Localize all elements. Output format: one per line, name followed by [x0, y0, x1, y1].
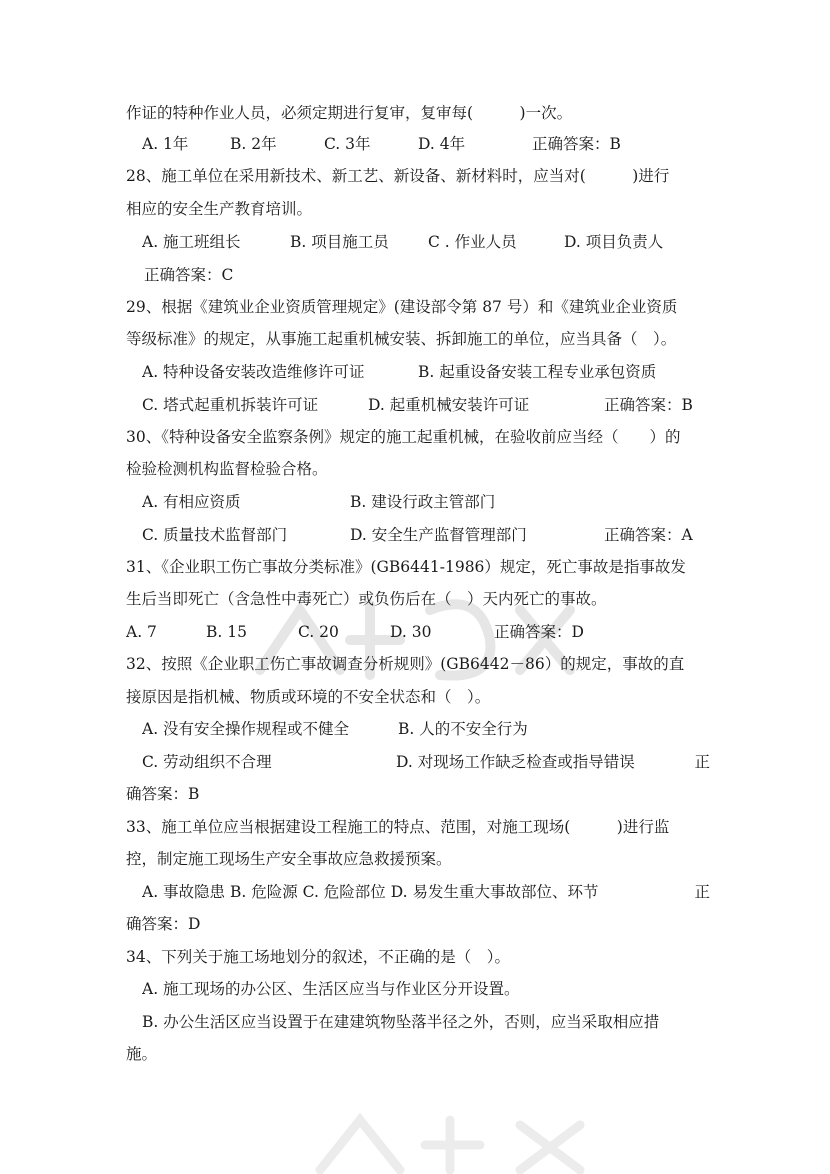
q32-option-c: C. 劳动组织不合理 — [142, 753, 272, 771]
q32-answer-part2: 确答案：B — [126, 785, 200, 803]
q33-stem-line1: 33、施工单位应当根据建设工程施工的特点、范围，对施工现场( )进行监 — [126, 818, 670, 836]
q34-stem: 34、下列关于施工场地划分的叙述，不正确的是（ ）。 — [126, 948, 510, 966]
q29-answer: 正确答案：B — [604, 396, 693, 414]
q29-options-row2 — [142, 392, 710, 418]
q28-option-a: A. 施工班组长 — [142, 233, 241, 251]
q30-stem-line1: 30、《特种设备安全监察条例》规定的施工起重机械，在验收前应当经（ ）的 — [126, 428, 681, 446]
q32-option-d: D. 对现场工作缺乏检查或指导错误 — [396, 753, 635, 771]
q31-option-c: C. 20 — [298, 623, 339, 641]
q30-stem-line2: 检验检测机构监督检验合格。 — [126, 460, 328, 478]
q32-stem-line2: 接原因是指机械、物质或环境的不安全状态和（ ）。 — [126, 688, 491, 706]
q33-answer-part1: 正 — [694, 883, 710, 901]
q29-option-a: A. 特种设备安装改造维修许可证 — [142, 363, 365, 381]
q33-answer-part2: 确答案：D — [126, 915, 201, 933]
q28-options — [142, 229, 710, 255]
q27-option-c: C. 3年 — [324, 135, 371, 153]
q27-option-a: A. 1年 — [142, 135, 189, 153]
q34-option-b-line2: 施。 — [126, 1045, 158, 1063]
q31-answer: 正确答案：D — [494, 623, 584, 641]
q32-options-row1 — [142, 716, 710, 742]
q32-option-b: B. 人的不安全行为 — [398, 720, 528, 738]
q34-option-a: A. 施工现场的办公区、生活区应当与作业区分开设置。 — [142, 980, 520, 998]
q28-answer: 正确答案：C — [144, 266, 234, 284]
q34-option-b-line1: B. 办公生活区应当设置于在建建筑物坠落半径之外，否则，应当采取相应措 — [142, 1013, 660, 1031]
q28-option-c: C . 作业人员 — [428, 233, 517, 251]
q30-answer: 正确答案：A — [604, 526, 693, 544]
q29-stem-line1: 29、根据《建筑业企业资质管理规定》(建设部令第 87 号）和《建筑业企业资质 — [126, 298, 678, 316]
q31-option-b: B. 15 — [206, 623, 247, 641]
q31-option-a: A. 7 — [126, 623, 157, 641]
q29-options-row1 — [142, 359, 710, 385]
q28-option-d: D. 项目负责人 — [564, 233, 664, 251]
q30-options-row2 — [142, 522, 710, 548]
q32-answer-part1: 正 — [694, 753, 710, 771]
q29-stem-line2: 等级标准》的规定，从事施工起重机械安装、拆卸施工的单位，应当具备（ ）。 — [126, 330, 677, 348]
q31-option-d: D. 30 — [390, 623, 432, 641]
q27-answer: 正确答案：B — [532, 135, 621, 153]
q27-option-b: B. 2年 — [230, 135, 277, 153]
q31-stem-line2: 生后当即死亡（含急性中毒死亡）或负伤后在（ ）天内死亡的事故。 — [126, 590, 607, 608]
q33-options-line: A. 事故隐患 B. 危险源 C. 危险部位 D. 易发生重大事故部位、环节 — [142, 883, 599, 901]
q33-options — [142, 879, 710, 905]
q29-option-c: C. 塔式起重机拆装许可证 — [142, 396, 319, 414]
q32-options-row2 — [142, 749, 710, 775]
q29-option-b: B. 起重设备安装工程专业承包资质 — [418, 363, 657, 381]
q30-option-a: A. 有相应资质 — [142, 493, 241, 511]
q31-stem-line1: 31、《企业职工伤亡事故分类标准》(GB6441-1986）规定，死亡事故是指事故发 — [126, 558, 686, 576]
q28-stem-line1: 28、施工单位在采用新技术、新工艺、新设备、新材料时，应当对( )进行 — [126, 167, 670, 185]
q32-stem-line1: 32、按照《企业职工伤亡事故调查分析规则》(GB6442－86）的规定，事故的直 — [126, 655, 685, 673]
q32-option-a: A. 没有安全操作规程或不健全 — [142, 720, 350, 738]
q27-options — [142, 131, 710, 157]
q28-option-b: B. 项目施工员 — [290, 233, 389, 251]
q33-stem-line2: 控，制定施工现场生产安全事故应急救援预案。 — [126, 850, 452, 868]
q30-option-d: D. 安全生产监督管理部门 — [350, 526, 527, 544]
q30-options-row1 — [142, 489, 710, 515]
q27-stem-end: 作证的特种作业人员，必须定期进行复审，复审每( )一次。 — [126, 104, 573, 122]
q30-option-b: B. 建设行政主管部门 — [350, 493, 496, 511]
q27-option-d: D. 4年 — [418, 135, 466, 153]
q28-stem-line2: 相应的安全生产教育培训。 — [126, 200, 313, 218]
q29-option-d: D. 起重机械安装许可证 — [368, 396, 530, 414]
q30-option-c: C. 质量技术监督部门 — [142, 526, 288, 544]
q31-options — [126, 619, 710, 645]
